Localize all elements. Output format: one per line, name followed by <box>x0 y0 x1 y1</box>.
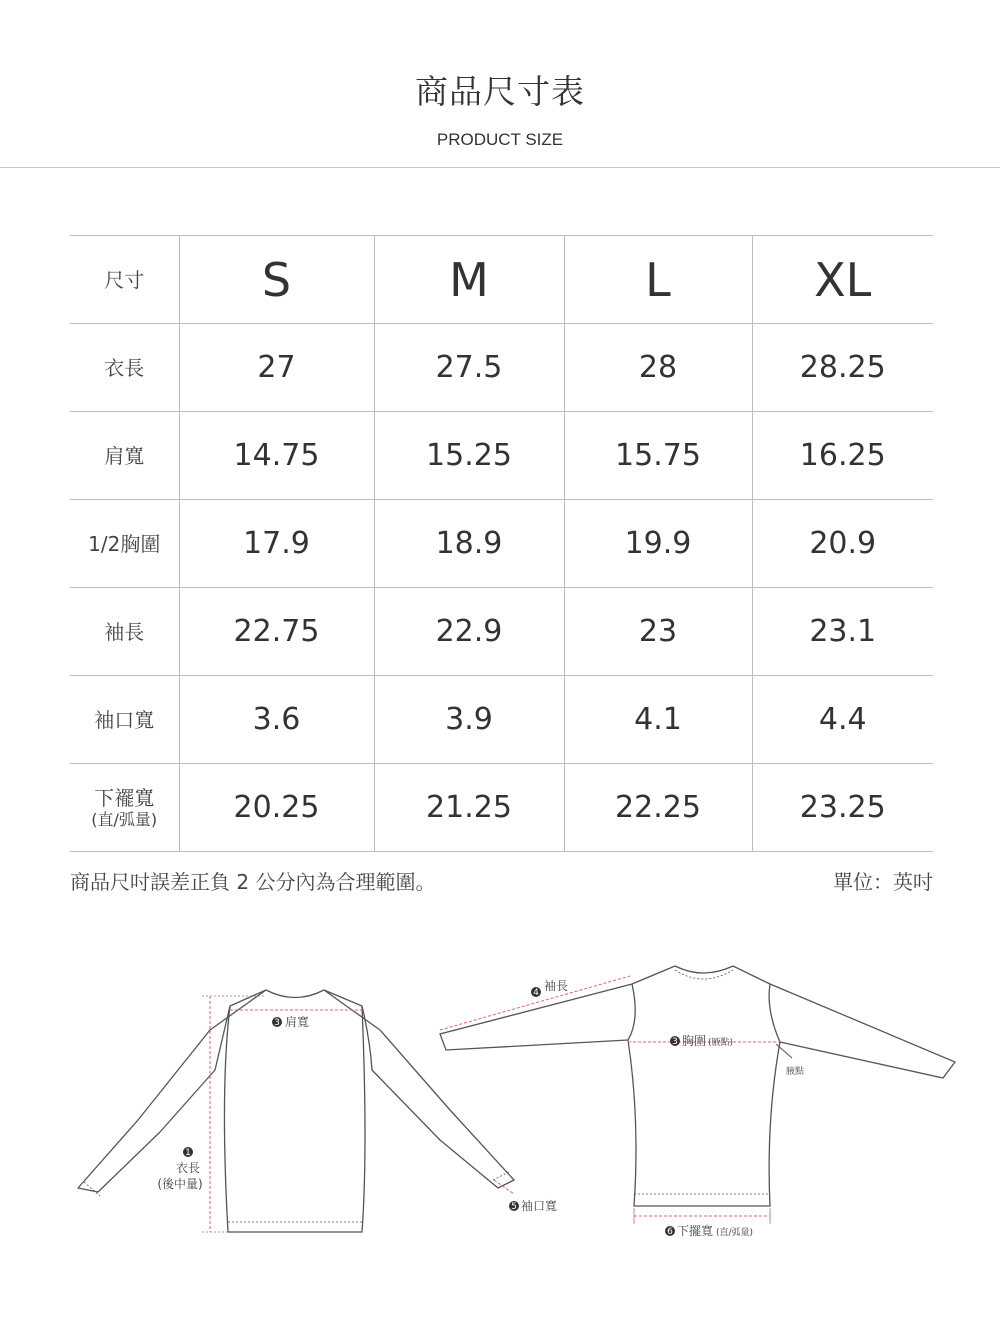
table-cell: 22.9 <box>374 588 564 676</box>
row-label: 袖口寬 <box>70 676 179 764</box>
hem-sub: (直/弧量) <box>716 1228 754 1238</box>
page-title: 商品尺寸表 <box>415 72 585 111</box>
table-cell: 19.9 <box>564 500 752 588</box>
front-view-shirt <box>440 966 955 1206</box>
table-cell: 17.9 <box>179 500 374 588</box>
sleeve-measure-line <box>440 976 630 1030</box>
sleeve-num: 4 <box>533 988 539 998</box>
size-header-s: S <box>179 236 374 324</box>
table-cell: 23.25 <box>752 764 933 852</box>
cuff-label: 袖口寬 <box>521 1199 558 1213</box>
table-cell: 23 <box>564 588 752 676</box>
table-cell: 21.25 <box>374 764 564 852</box>
table-row <box>70 324 933 412</box>
table-cell: 28 <box>564 324 752 412</box>
table-cell: 15.25 <box>374 412 564 500</box>
chest-sub: (腋點) <box>708 1038 734 1048</box>
table-cell: 23.1 <box>752 588 933 676</box>
corner-label: 尺寸 <box>70 236 179 324</box>
row-label-sub: (直/弧量) <box>91 809 158 829</box>
table-cell: 3.6 <box>179 676 374 764</box>
row-label: 肩寬 <box>70 412 179 500</box>
header-divider <box>0 167 1000 168</box>
row-label: 1/2胸圍 <box>70 500 179 588</box>
size-header-m: M <box>374 236 564 324</box>
page-subtitle: PRODUCT SIZE <box>436 130 564 149</box>
table-cell: 27.5 <box>374 324 564 412</box>
table-cell: 3.9 <box>374 676 564 764</box>
measurement-diagram <box>0 950 1000 1270</box>
row-label-main: 下襬寬 <box>94 785 155 810</box>
chest-label: 胸圍 <box>682 1034 707 1048</box>
row-label: 袖長 <box>70 588 179 676</box>
table-cell: 27 <box>179 324 374 412</box>
tolerance-note: 商品尺吋誤差正負 2 公分內為合理範圍。 <box>70 870 436 894</box>
table-cell: 14.75 <box>179 412 374 500</box>
shoulder-num: 3 <box>274 1018 280 1028</box>
size-header-xl: XL <box>752 236 933 324</box>
table-row <box>70 500 933 588</box>
table-cell: 18.9 <box>374 500 564 588</box>
table-cell: 4.1 <box>564 676 752 764</box>
row-label <box>70 764 179 852</box>
table-cell: 22.75 <box>179 588 374 676</box>
shoulder-label: 肩寬 <box>285 1015 310 1029</box>
chest-num: 3 <box>672 1037 678 1047</box>
length-sub: (後中量) <box>157 1177 203 1191</box>
table-row <box>70 412 933 500</box>
size-header-row <box>70 236 933 324</box>
table-cell: 20.9 <box>752 500 933 588</box>
table-cell: 16.25 <box>752 412 933 500</box>
unit-note: 單位：英吋 <box>833 870 933 894</box>
sleeve-label: 袖長 <box>544 979 569 993</box>
table-row <box>70 676 933 764</box>
table-cell: 20.25 <box>179 764 374 852</box>
hem-label: 下擺寬 <box>677 1224 714 1238</box>
size-table <box>70 235 933 852</box>
cuff-num: 5 <box>511 1202 517 1212</box>
size-header-l: L <box>564 236 752 324</box>
table-cell: 28.25 <box>752 324 933 412</box>
table-row <box>70 588 933 676</box>
table-row <box>70 764 933 852</box>
table-cell: 4.4 <box>752 676 933 764</box>
row-label: 衣長 <box>70 324 179 412</box>
armpit-label: 腋點 <box>786 1067 805 1077</box>
length-num: 1 <box>185 1148 191 1158</box>
hem-num: 6 <box>667 1227 673 1237</box>
length-label: 衣長 <box>175 1161 201 1175</box>
table-cell: 15.75 <box>564 412 752 500</box>
table-cell: 22.25 <box>564 764 752 852</box>
